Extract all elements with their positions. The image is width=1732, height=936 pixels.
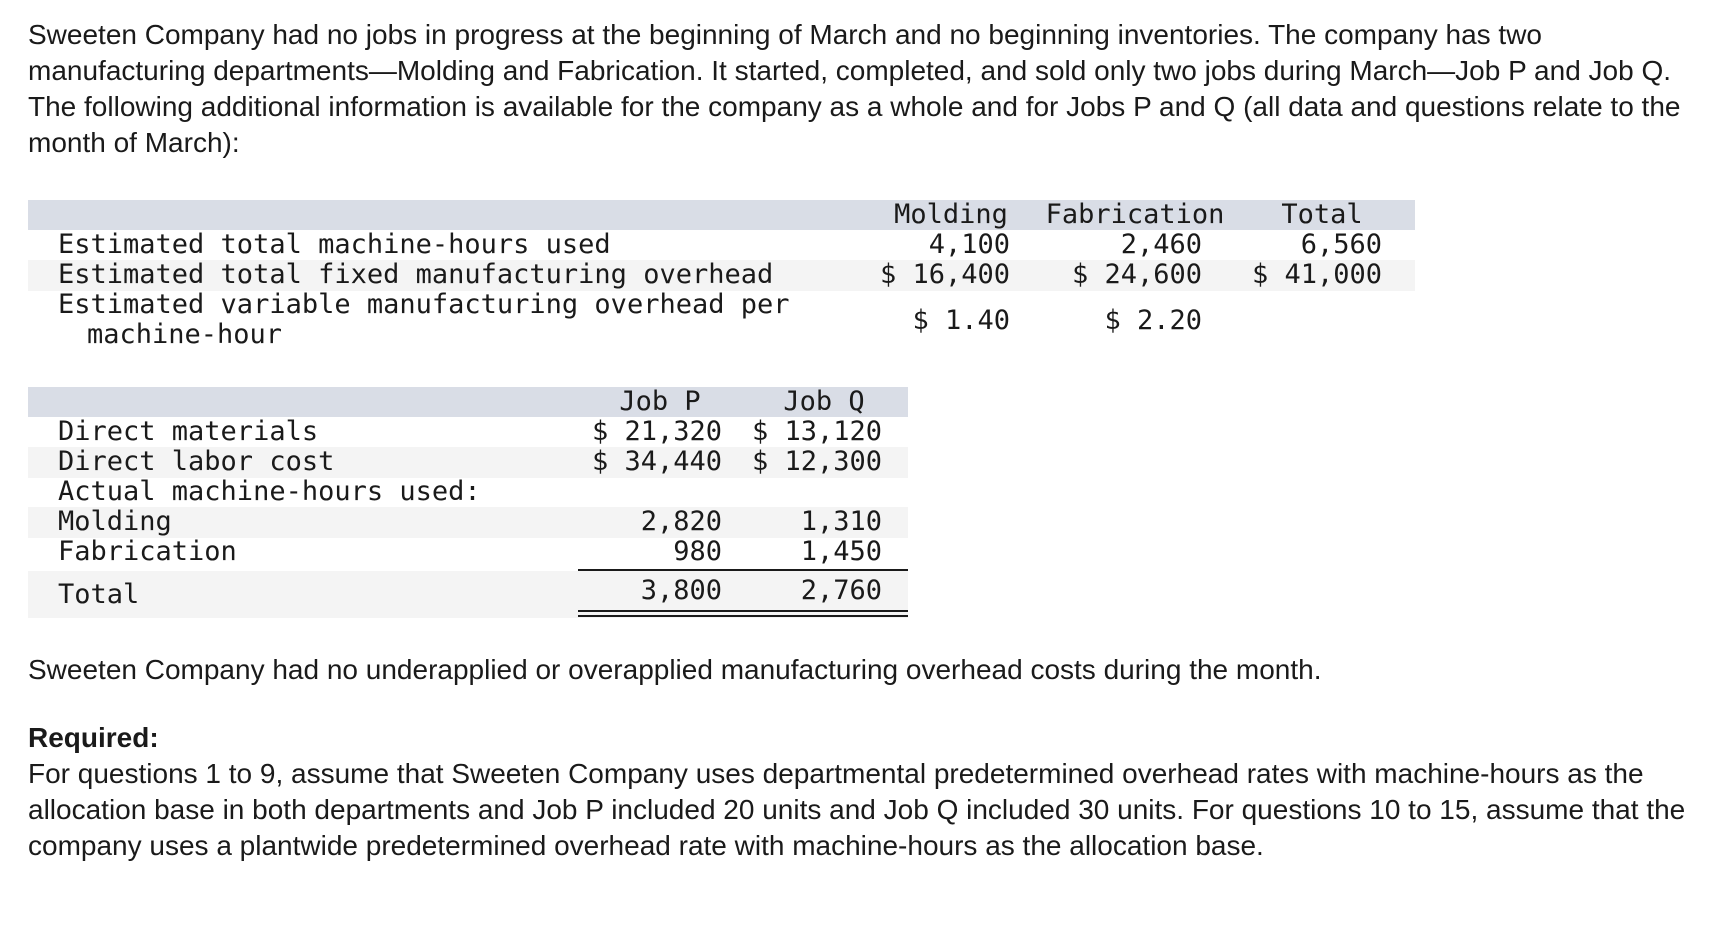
table1-header-fabrication: Fabrication — [1045, 199, 1225, 230]
table1-fabrication-value: 2,460 — [1120, 229, 1202, 260]
subtotal-rule — [578, 569, 908, 571]
table1-molding-value: $ 16,400 — [879, 259, 1010, 290]
table2-job-p-value: 2,820 — [640, 506, 722, 537]
table1-total-value: $ 41,000 — [1251, 259, 1382, 290]
table2-job-p-total: 3,800 — [640, 575, 722, 606]
table1-row-label: Estimated total fixed manufacturing overhead — [58, 259, 774, 290]
table1-header-molding: Molding — [894, 199, 1008, 230]
table2-section-label: Actual machine-hours used: — [58, 476, 481, 507]
table2-job-q-value: 1,450 — [800, 536, 882, 567]
table1-header-total: Total — [1281, 199, 1363, 230]
required-heading: Required: — [28, 722, 159, 753]
table1-row-label: Estimated total machine-hours used — [58, 229, 611, 260]
table2-job-p-value: $ 21,320 — [591, 416, 722, 447]
table2-header-job-p: Job P — [619, 386, 701, 417]
table2-job-p-value: 980 — [673, 536, 722, 567]
table1-fabrication-value: $ 2.20 — [1104, 305, 1202, 336]
overhead-note: Sweeten Company had no underapplied or overapplied manufacturing overhead costs during the month. — [28, 654, 1322, 685]
table2-row-label: Direct labor cost — [58, 446, 335, 477]
table2-job-q-total: 2,760 — [800, 575, 882, 606]
total-double-rule — [578, 610, 908, 612]
table2-header-job-q: Job Q — [783, 386, 865, 417]
table2-row-label: Direct materials — [58, 416, 319, 447]
total-double-rule — [578, 615, 908, 617]
table2-job-p-value: $ 34,440 — [591, 446, 722, 477]
table2-row-label: Fabrication — [58, 536, 237, 567]
problem-intro: Sweeten Company had no jobs in progress at the beginning of March and no beginning inventories. The company has two manufacturing departments—Molding and Fabrication. It started, completed, and sold only two jobs during March—Job P and Job Q. The following additional information is available for the company as a whole and for Jobs P and Q (all data and questions relate to the month of March): — [28, 19, 1681, 158]
table2-job-q-value: 1,310 — [800, 506, 882, 537]
table1-molding-value: 4,100 — [928, 229, 1010, 260]
table1-row-label-continued: machine-hour — [87, 319, 283, 350]
table2-job-q-value: $ 12,300 — [751, 446, 882, 477]
table1-total-value: 6,560 — [1300, 229, 1382, 260]
table2-job-q-value: $ 13,120 — [751, 416, 882, 447]
table1-row-label: Estimated variable manufacturing overhead per — [58, 289, 790, 320]
table2-total-label: Total — [58, 579, 140, 610]
table1-molding-value: $ 1.40 — [912, 305, 1010, 336]
required-text: For questions 1 to 9, assume that Sweeten Company uses departmental predetermined overhead rates with machine-hours as the allocation base in both departments and Job P included 20 units and Job Q included 30 units. For questions 10 to 15, assume that the company uses a plantwide predetermined overhead rate with machine-hours as the allocation base. — [28, 758, 1686, 861]
table2-row-label: Molding — [58, 506, 172, 537]
table1-fabrication-value: $ 24,600 — [1071, 259, 1202, 290]
